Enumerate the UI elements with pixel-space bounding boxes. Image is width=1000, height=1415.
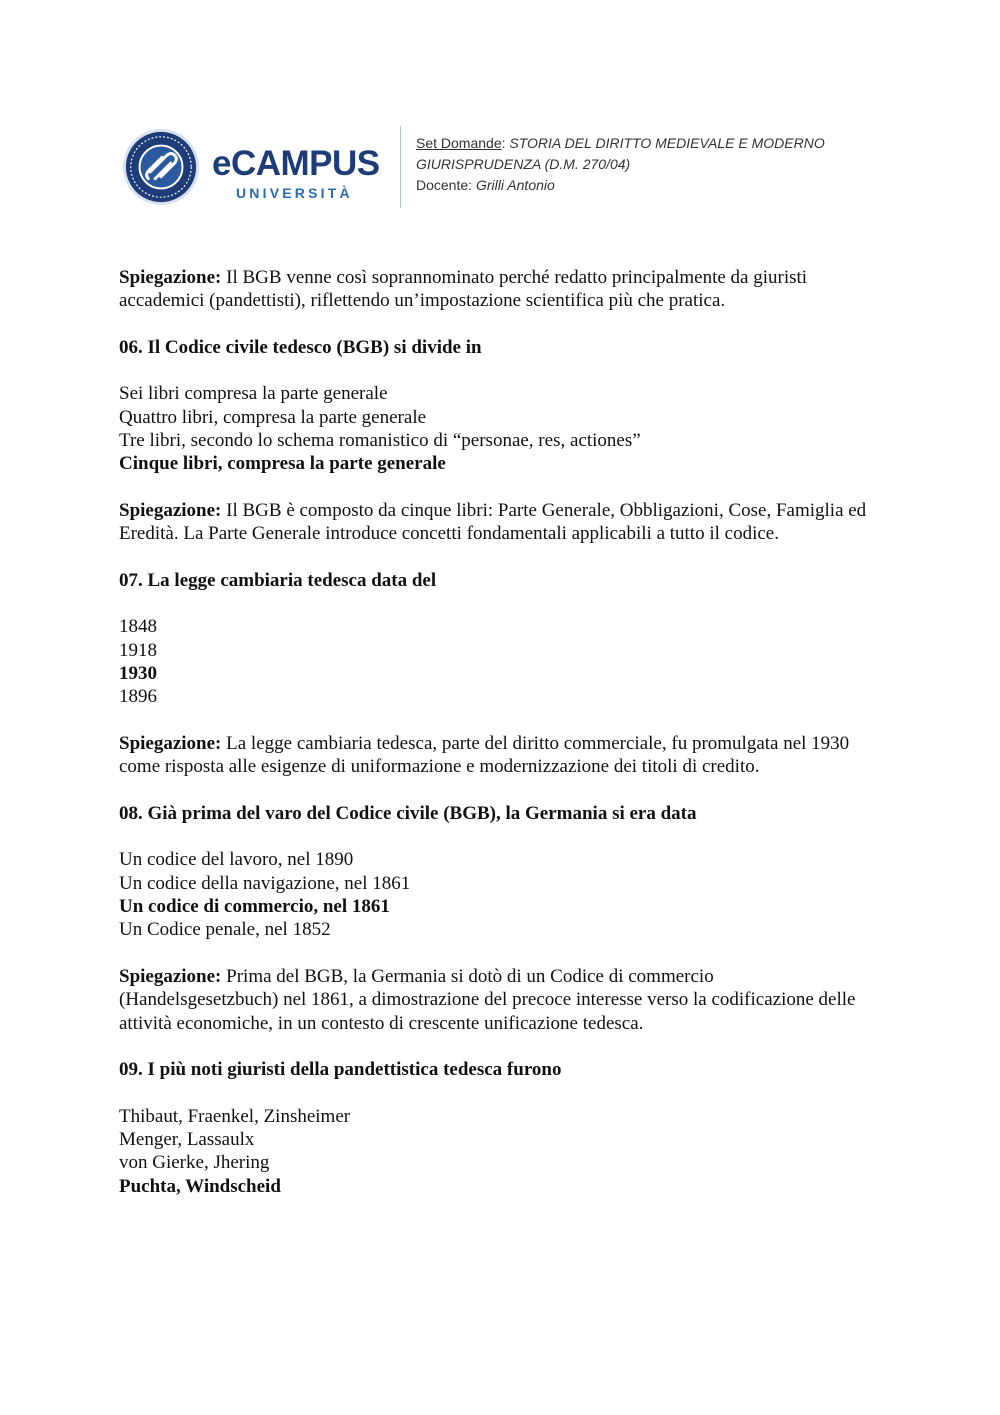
set-label: Set Domande [416, 135, 502, 151]
answer-option: 1918 [119, 639, 157, 661]
header-divider [400, 126, 401, 208]
explanation-paragraph [119, 499, 869, 546]
logo-wordmark: eCAMPUS [212, 144, 380, 183]
ecampus-seal-logo [122, 128, 200, 206]
document-body [119, 266, 869, 1198]
explanation-paragraph [119, 266, 869, 313]
explanation-text: Il BGB venne così soprannominato perché redatto principalmente da giuristi accademici (pandettisti), riflettendo un’impostazione scientifica più che pratica. [119, 267, 808, 312]
explanation-label: Spiegazione: [119, 267, 222, 288]
explanation-text: La legge cambiaria tedesca, parte del diritto commerciale, fu promulgata nel 1930 come risposta alle esigenze di uniformazione e modernizzazione dei titoli di credito. [119, 732, 850, 778]
answer-option: 1896 [119, 686, 157, 708]
explanation-paragraph [119, 965, 869, 1035]
question-title: 06. Il Codice civile tedesco (BGB) si divide in [119, 336, 482, 358]
docente-label: Docente: [416, 177, 476, 193]
explanation-paragraph [119, 732, 869, 779]
explanation-label: Spiegazione: [119, 499, 222, 521]
course-title: STORIA DEL DIRITTO MEDIEVALE E MODERNO [509, 135, 825, 151]
answer-option: Tre libri, secondo lo schema romanistico di “personae, res, actiones” [119, 430, 641, 452]
document-header [120, 124, 880, 210]
answer-option-correct: Puchta, Windscheid [119, 1175, 281, 1197]
question-title: 07. La legge cambiaria tedesca data del [119, 569, 437, 591]
answer-option: 1848 [119, 616, 157, 638]
course-line-1 [416, 133, 825, 154]
logo-subtext: UNIVERSITÀ [236, 185, 353, 201]
answer-option: Thibaut, Fraenkel, Zinsheimer [119, 1105, 351, 1127]
course-info [416, 133, 825, 196]
explanation-text: Il BGB è composto da cinque libri: Parte Generale, Obbligazioni, Cose, Famiglia ed Eredità. La Parte Generale introduce concetti fondamentali applicabili a tutto il codice. [119, 499, 867, 545]
docente-line [416, 175, 825, 196]
answer-option: von Gierke, Jhering [119, 1152, 270, 1174]
question-title: 08. Già prima del varo del Codice civile (BGB), la Germania si era data [119, 802, 697, 824]
answer-option-correct: 1930 [119, 663, 157, 685]
answer-option: Menger, Lassaulx [119, 1128, 255, 1150]
set-colon: : [501, 135, 510, 151]
question-title: 09. I più noti giuristi della pandettistica tedesca furono [119, 1059, 562, 1081]
course-line-2: GIURISPRUDENZA (D.M. 270/04) [416, 156, 631, 172]
explanation-text: Prima del BGB, la Germania si dotò di un Codice di commercio (Handelsgesetzbuch) nel 1861, a dimostrazione del precoce interesse verso la codificazione delle attività economiche, in un contesto di crescente unificazione tedesca. [119, 965, 856, 1034]
explanation-label: Spiegazione: [119, 965, 222, 987]
answer-option: Un Codice penale, nel 1852 [119, 919, 331, 941]
answer-option-correct: Un codice di commercio, nel 1861 [119, 896, 390, 918]
answer-option-correct: Cinque libri, compresa la parte generale [119, 453, 446, 475]
answer-option: Sei libri compresa la parte generale [119, 383, 388, 405]
answer-option: Un codice del lavoro, nel 1890 [119, 849, 354, 871]
answer-option: Quattro libri, compresa la parte generale [119, 406, 427, 428]
answer-option: Un codice della navigazione, nel 1861 [119, 872, 411, 894]
docente-name: Grilli Antonio [475, 177, 555, 193]
explanation-label: Spiegazione: [119, 732, 222, 754]
